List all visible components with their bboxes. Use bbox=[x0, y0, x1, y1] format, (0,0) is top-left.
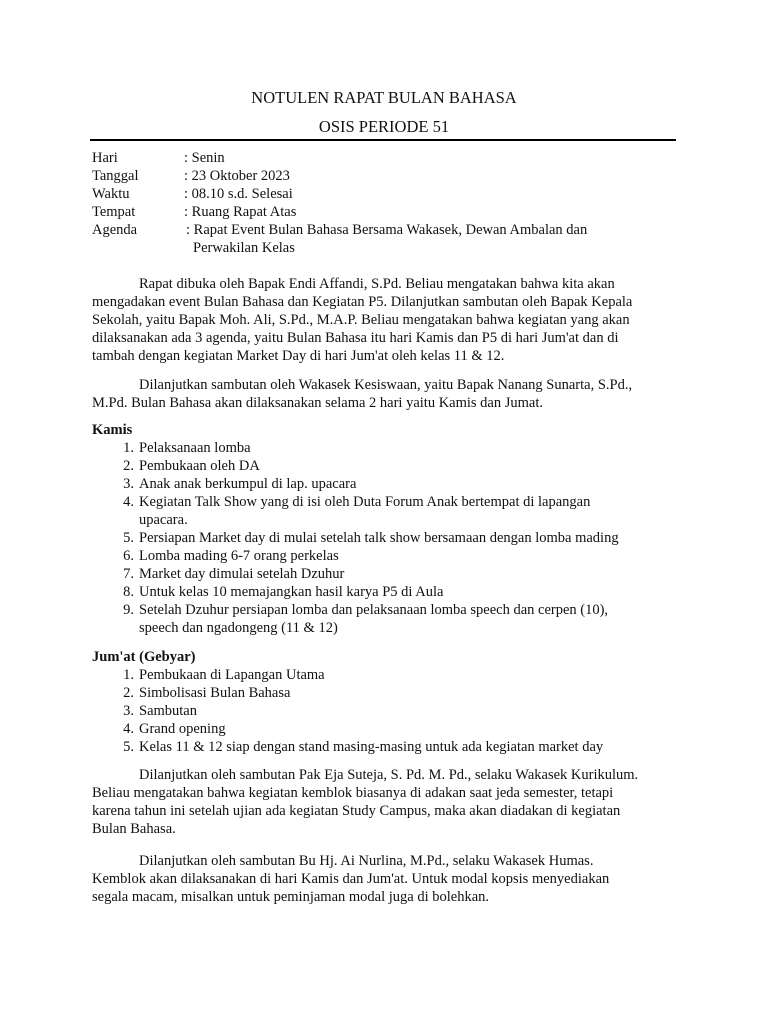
list-item: Simbolisasi Bulan Bahasa bbox=[139, 685, 291, 701]
list-number: 1. bbox=[123, 440, 134, 456]
paragraph-line: Dilanjutkan oleh sambutan Bu Hj. Ai Nurlina, M.Pd., selaku Wakasek Humas. bbox=[139, 853, 594, 869]
meta-label-tempat: Tempat bbox=[92, 204, 136, 220]
paragraph-line: segala macam, misalkan untuk peminjaman modal juga di bolehkan. bbox=[92, 889, 490, 905]
header-divider bbox=[90, 139, 676, 141]
paragraph-line: Rapat dibuka oleh Bapak Endi Affandi, S.Pd. Beliau mengatakan bahwa kita akan bbox=[139, 276, 615, 292]
list-item: Anak anak berkumpul di lap. upacara bbox=[139, 476, 357, 492]
list-item: Untuk kelas 10 memajangkan hasil karya P5 di Aula bbox=[139, 584, 444, 600]
paragraph-line: Sekolah, yaitu Bapak Moh. Ali, S.Pd., M.A.P. Beliau mengatakan bahwa kegiatan yang akan bbox=[92, 312, 630, 328]
list-number: 4. bbox=[123, 494, 134, 510]
meta-value-tanggal: : 23 Oktober 2023 bbox=[184, 168, 290, 184]
paragraph-line: Bulan Bahasa. bbox=[92, 821, 176, 837]
list-item: Pembukaan di Lapangan Utama bbox=[139, 667, 325, 683]
meta-value-tempat: : Ruang Rapat Atas bbox=[184, 204, 297, 220]
document-subtitle: OSIS PERIODE 51 bbox=[318, 117, 450, 136]
list-item: Kelas 11 & 12 siap dengan stand masing-masing untuk ada kegiatan market day bbox=[139, 739, 604, 755]
list-item: Kegiatan Talk Show yang di isi oleh Duta Forum Anak bertempat di lapangan bbox=[139, 494, 591, 510]
list-item: Pembukaan oleh DA bbox=[139, 458, 260, 474]
paragraph-line: karena tahun ini setelah ujian ada kegiatan Study Campus, maka akan diadakan di kegiatan bbox=[92, 803, 621, 819]
meta-value-agenda-cont: Perwakilan Kelas bbox=[193, 240, 295, 256]
meta-value-hari: : Senin bbox=[184, 150, 225, 166]
paragraph-line: M.Pd. Bulan Bahasa akan dilaksanakan selama 2 hari yaitu Kamis dan Jumat. bbox=[92, 395, 544, 411]
list-number: 7. bbox=[123, 566, 134, 582]
section-heading-jumat: Jum'at (Gebyar) bbox=[92, 649, 196, 665]
list-number: 6. bbox=[123, 548, 134, 564]
list-item-cont: upacara. bbox=[139, 512, 188, 528]
list-number: 2. bbox=[123, 685, 134, 701]
meta-label-agenda: Agenda bbox=[92, 222, 138, 238]
list-item: Persiapan Market day di mulai setelah talk show bersamaan dengan lomba mading bbox=[139, 530, 619, 546]
list-number: 8. bbox=[123, 584, 134, 600]
list-item: Grand opening bbox=[139, 721, 226, 737]
list-number: 3. bbox=[123, 476, 134, 492]
paragraph-line: Dilanjutkan sambutan oleh Wakasek Kesiswaan, yaitu Bapak Nanang Sunarta, S.Pd., bbox=[139, 377, 633, 393]
list-number: 5. bbox=[123, 530, 134, 546]
list-number: 3. bbox=[123, 703, 134, 719]
document-title: NOTULEN RAPAT BULAN BAHASA bbox=[251, 88, 517, 107]
paragraph-line: Beliau mengatakan bahwa kegiatan kemblok biasanya di adakan saat jeda semester, tetapi bbox=[92, 785, 614, 801]
section-heading-kamis: Kamis bbox=[92, 422, 133, 438]
list-item: Lomba mading 6-7 orang perkelas bbox=[139, 548, 339, 564]
list-number: 5. bbox=[123, 739, 134, 755]
list-item: Pelaksanaan lomba bbox=[139, 440, 251, 456]
meta-value-agenda: : Rapat Event Bulan Bahasa Bersama Wakasek, Dewan Ambalan dan bbox=[186, 222, 588, 238]
list-item-cont: speech dan ngadongeng (11 & 12) bbox=[139, 620, 338, 636]
paragraph-line: Dilanjutkan oleh sambutan Pak Eja Suteja, S. Pd. M. Pd., selaku Wakasek Kurikulum. bbox=[139, 767, 639, 783]
list-number: 1. bbox=[123, 667, 134, 683]
meta-label-hari: Hari bbox=[92, 150, 118, 166]
list-item: Market day dimulai setelah Dzuhur bbox=[139, 566, 345, 582]
meta-label-tanggal: Tanggal bbox=[92, 168, 139, 184]
paragraph-line: mengadakan event Bulan Bahasa dan Kegiatan P5. Dilanjutkan sambutan oleh Bapak Kepala bbox=[92, 294, 633, 310]
list-number: 2. bbox=[123, 458, 134, 474]
paragraph-line: tambah dengan kegiatan Market Day di hari Jum'at oleh kelas 11 & 12. bbox=[92, 348, 505, 364]
paragraph-line: dilaksanakan ada 3 agenda, yaitu Bulan Bahasa itu hari Kamis dan P5 di hari Jum'at dan di bbox=[92, 330, 619, 346]
list-item: Setelah Dzuhur persiapan lomba dan pelaksanaan lomba speech dan cerpen (10), bbox=[139, 602, 609, 618]
meta-label-waktu: Waktu bbox=[92, 186, 130, 202]
list-item: Sambutan bbox=[139, 703, 197, 719]
list-number: 4. bbox=[123, 721, 134, 737]
meta-value-waktu: : 08.10 s.d. Selesai bbox=[184, 186, 293, 202]
paragraph-line: Kemblok akan dilaksanakan di hari Kamis dan Jum'at. Untuk modal kopsis menyediakan bbox=[92, 871, 610, 887]
list-number: 9. bbox=[123, 602, 134, 618]
